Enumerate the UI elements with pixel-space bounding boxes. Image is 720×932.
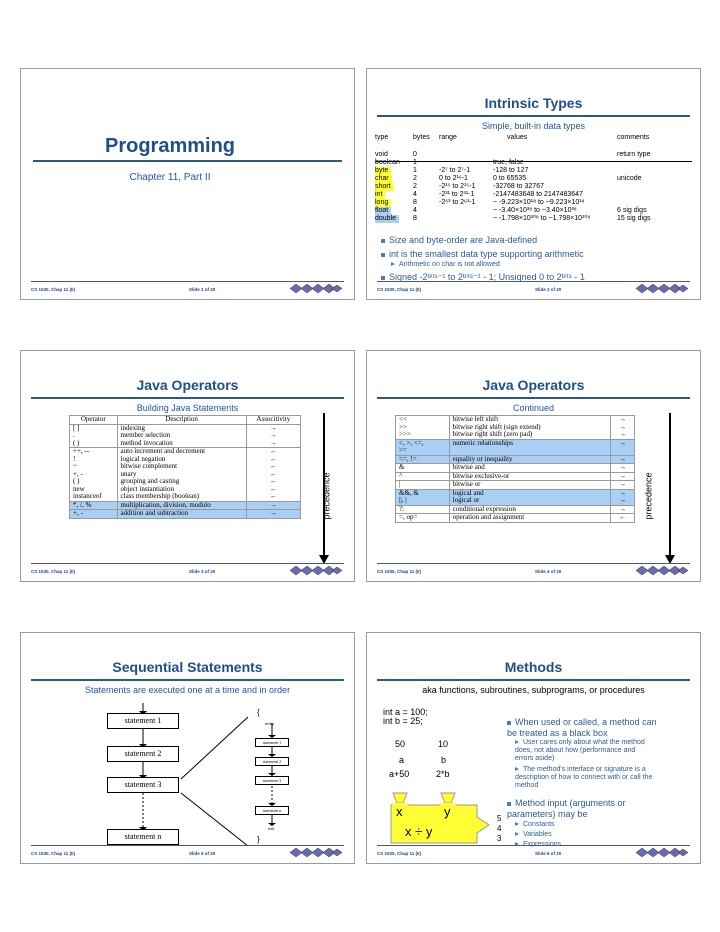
slide-title: Java Operators <box>482 377 585 393</box>
footer-course: CS 1030, Chap 11 (II) <box>31 287 76 292</box>
statement-box: statement 1 <box>107 713 179 729</box>
associativity-arrow: ← <box>269 447 277 455</box>
value-label: 10 <box>438 739 449 749</box>
slide-subtitle: Chapter 11, Part II <box>129 172 211 183</box>
precedence-label: precedence <box>643 472 654 520</box>
slide-footer <box>31 281 344 295</box>
operator-symbol: =, op= <box>399 513 418 521</box>
nav-dots-icon <box>634 847 690 858</box>
operator-symbol: << <box>399 415 407 423</box>
types-cell-type: short <box>375 183 394 191</box>
operator-description: auto increment and decrement <box>120 447 206 455</box>
types-cell-bytes: 4 <box>413 191 417 198</box>
operator-description: numeric relationships <box>452 438 514 447</box>
slide-footer <box>377 281 690 295</box>
table-row <box>396 514 635 523</box>
statement-box: statement n <box>107 829 179 845</box>
operator-description: logical negation <box>120 454 166 463</box>
operator-description <box>453 447 607 455</box>
operator-description: equality or inequality <box>452 454 513 463</box>
operator-description: bitwise right shift (zero pad) <box>452 430 533 438</box>
operator-symbol: ( ) <box>73 438 80 447</box>
slide-subtitle: aka functions, subroutines, subprograms, or procedures <box>422 685 645 695</box>
output-label: 3 <box>497 834 502 843</box>
expressions-bullet: Expressions <box>515 841 561 848</box>
associativity-arrow: → <box>269 423 277 432</box>
types-cell-range: -2³¹ to 2³¹-1 <box>439 191 475 198</box>
types-cell-values: ~ -9.223×10¹⁸ to ~9.223×10¹⁸ <box>493 199 585 206</box>
types-column-header: bytes <box>413 134 430 141</box>
operator-description: unary <box>120 469 137 478</box>
slide-footer <box>377 845 690 859</box>
param-x: x <box>396 804 403 819</box>
slide-footer <box>377 563 690 577</box>
types-cell-range: -2¹⁵ to 2¹⁵-1 <box>439 183 476 190</box>
title-rule <box>31 397 344 399</box>
operator-description: logical and <box>452 488 484 497</box>
operator-symbol: ==, != <box>399 454 417 463</box>
types-cell-values: ~ -3.40×10³⁸ to ~3.40×10³⁸ <box>493 207 577 214</box>
footer-slide-number: Slide 4 of 20 <box>535 569 562 574</box>
slide-title: Methods <box>504 659 563 675</box>
slide-2 <box>366 68 701 300</box>
value-label: 50 <box>395 739 406 749</box>
slide-subtitle: Simple, built-in data types <box>481 121 586 131</box>
types-cell-type: float <box>375 207 391 215</box>
operator-symbol: +, - <box>73 509 83 517</box>
value-label: a+50 <box>389 769 410 779</box>
title-rule <box>377 679 690 681</box>
small-statement: statement 1 <box>255 738 289 747</box>
types-cell-comments: unicode <box>617 175 642 182</box>
associativity-arrow: ← <box>269 477 277 485</box>
title-rule <box>31 679 344 681</box>
associativity-arrow: → <box>619 454 627 463</box>
entry-label: entry <box>265 721 274 726</box>
statement-box: statement 2 <box>107 746 179 762</box>
table-row <box>396 455 635 464</box>
slide-subtitle: Continued <box>512 403 555 413</box>
nav-dots-icon <box>634 283 690 294</box>
operator-symbol: &&, & <box>399 488 419 497</box>
operator-symbol: >>> <box>399 430 411 438</box>
associativity-arrow: → <box>619 504 627 513</box>
black-box-bullet: When used or called, a method can be treated as a black box <box>507 717 657 738</box>
associativity-arrow: → <box>619 438 627 447</box>
slide-6 <box>366 632 701 864</box>
types-cell-range: -2⁶³ to 2⁶³-1 <box>439 199 476 206</box>
code-line: int a = 100; <box>383 707 428 717</box>
types-cell-comments: 6 sig digs <box>617 207 647 214</box>
precedence-arrow <box>669 413 671 559</box>
footer-course: CS 1030, Chap 11 (II) <box>31 851 76 856</box>
operator-symbol: & <box>399 463 405 471</box>
operator-description: logical or <box>452 496 480 504</box>
table-row <box>396 489 635 505</box>
operator-description: bitwise left shift <box>452 415 499 423</box>
types-cell-values: -128 to 127 <box>493 167 529 174</box>
nav-dots-icon <box>288 847 344 858</box>
types-cell-bytes: 4 <box>413 207 417 214</box>
types-cell-type: double <box>375 215 399 223</box>
operator-description: addition and subtraction <box>120 509 189 517</box>
associativity-arrow: → <box>619 471 627 480</box>
slide-subtitle: Statements are executed one at a time and in order <box>84 685 291 695</box>
operator-symbol: ! <box>73 454 76 463</box>
operator-symbol: >= <box>399 446 407 454</box>
associativity-arrow: → <box>619 415 627 423</box>
flow-diagram <box>21 701 355 846</box>
operator-symbol: <, >, <=, <box>399 438 424 447</box>
bullet-int: int is the smallest data type supporting arithmetic <box>381 249 584 259</box>
types-cell-values: true, false <box>493 159 524 166</box>
small-statement: statement 2 <box>255 757 289 766</box>
associativity-arrow: ← <box>269 469 277 478</box>
types-cell-values: ~ -1.798×10³⁰⁸ to ~1.798×10³⁰⁸ <box>493 215 591 222</box>
types-cell-values: -2147483648 to 2147483647 <box>493 191 583 198</box>
table-row <box>396 464 635 473</box>
table-row <box>70 448 301 502</box>
operators-table <box>69 415 301 519</box>
operator-symbol: ||, | <box>399 496 407 504</box>
value-label: b <box>441 755 447 765</box>
footer-course: CS 1030, Chap 11 (II) <box>377 851 422 856</box>
operator-description: object instantiation <box>120 484 174 493</box>
types-cell-values: -32768 to 32767 <box>493 183 544 190</box>
column-header: Description <box>117 416 246 425</box>
types-column-header: values <box>507 134 528 141</box>
associativity-arrow: → <box>619 488 627 497</box>
operator-description: member selection <box>120 431 171 439</box>
column-header: Operator <box>70 416 118 425</box>
types-cell-comments: 15 sig digs <box>617 215 651 222</box>
output-label: 5 <box>497 814 502 823</box>
operator-symbol: ^ <box>399 471 403 480</box>
constants-bullet: Constants <box>515 821 555 828</box>
types-cell-bytes: 1 <box>413 159 417 166</box>
title-rule <box>377 115 690 117</box>
operator-description: conditional expression <box>452 504 516 513</box>
slide-footer <box>31 563 344 577</box>
types-cell-range: -2⁷ to 2⁷-1 <box>439 167 471 174</box>
operator-symbol: ?: <box>399 504 405 513</box>
footer-course: CS 1030, Chap 11 (II) <box>31 569 76 574</box>
operator-symbol: | <box>399 480 401 488</box>
operator-symbol: >> <box>399 422 407 431</box>
value-label: 2*b <box>436 769 450 779</box>
footer-slide-number: Slide 5 of 20 <box>189 851 216 856</box>
associativity-arrow: ← <box>269 462 277 470</box>
table-row <box>396 472 635 481</box>
output-label: 4 <box>497 824 502 833</box>
operator-symbol: new <box>73 484 85 493</box>
table-row <box>70 510 301 519</box>
slide-5 <box>20 632 355 864</box>
operator-description: grouping and casting <box>120 477 180 485</box>
associativity-arrow: ← <box>269 454 277 463</box>
types-cell-bytes: 0 <box>413 151 417 158</box>
types-cell-type: int <box>375 191 385 199</box>
operator-symbol: ( ) <box>73 477 80 485</box>
associativity-arrow: → <box>619 430 627 438</box>
types-column-header: range <box>439 134 457 141</box>
exit-label: exit <box>268 826 275 831</box>
operator-description: bitwise complement <box>120 462 178 470</box>
footer-course: CS 1030, Chap 11 (II) <box>377 569 422 574</box>
types-cell-type: byte <box>375 167 391 175</box>
associativity-arrow: ← <box>269 484 277 493</box>
operator-symbol: . <box>73 431 75 439</box>
operator-description: class membership (boolean) <box>120 492 200 500</box>
operator-description: bitwise right shift (sign extend) <box>452 422 541 431</box>
types-cell-bytes: 2 <box>413 183 417 190</box>
table-row <box>396 416 635 440</box>
variables-bullet: Variables <box>515 831 552 838</box>
bullet-char: Arithmetic on char is not allowed <box>391 261 500 268</box>
value-label: a <box>399 755 405 765</box>
associativity-arrow: → <box>269 509 277 517</box>
operator-symbol: instanceof <box>73 492 102 500</box>
param-y: y <box>444 804 451 819</box>
associativity-arrow: → <box>619 480 627 488</box>
slide-title: Intrinsic Types <box>484 95 583 111</box>
associativity-arrow <box>614 447 631 455</box>
brace-open: { <box>257 708 260 717</box>
operator-symbol: [ ] <box>73 423 80 432</box>
associativity-arrow: ← <box>619 513 627 521</box>
types-cell-type: void <box>375 151 388 158</box>
small-statement: statement 3 <box>255 776 289 785</box>
statement-box: statement 3 <box>107 777 179 793</box>
types-cell-type: boolean <box>375 159 400 166</box>
slide-subtitle: Building Java Statements <box>136 403 239 413</box>
operator-symbol: ++, -- <box>73 447 90 455</box>
table-row <box>70 424 301 448</box>
operator-description: operation and assignment <box>452 513 525 521</box>
types-cell-bytes: 8 <box>413 215 417 222</box>
operators-table <box>395 415 635 523</box>
black-box-icon <box>377 785 497 847</box>
operator-description: bitwise or <box>452 480 481 488</box>
types-rule <box>375 161 692 162</box>
associativity-arrow: → <box>269 500 277 509</box>
types-cell-range: 0 to 2¹⁶-1 <box>439 175 468 182</box>
slide-4 <box>366 350 701 582</box>
brace-close: } <box>257 835 260 844</box>
operator-symbol: +, - <box>73 469 83 478</box>
types-cell-values: 0 to 65535 <box>493 175 527 182</box>
types-cell-type: long <box>375 199 391 207</box>
column-header: Associtivity <box>246 416 300 425</box>
operator-description: method invocation <box>120 438 173 447</box>
nav-dots-icon <box>288 283 344 294</box>
operator-symbol: *, /, % <box>73 500 92 509</box>
method-expression: x ÷ y <box>405 824 433 839</box>
types-column-header: type <box>375 134 389 141</box>
footer-slide-number: Slide 1 of 20 <box>189 287 216 292</box>
slide-3 <box>20 350 355 582</box>
nav-dots-icon <box>288 565 344 576</box>
operator-description: bitwise and <box>452 463 485 471</box>
types-cell-bytes: 8 <box>413 199 417 206</box>
slide-footer <box>31 845 344 859</box>
associativity-arrow: ← <box>269 492 277 500</box>
associativity-arrow: → <box>619 496 627 504</box>
types-cell-bytes: 2 <box>413 175 417 182</box>
operator-symbol: ~ <box>73 462 77 470</box>
what-how-bullet: User cares only about what the method does, not about how (performance and errors aside) <box>515 739 645 762</box>
precedence-label: precedence <box>321 472 332 520</box>
footer-slide-number: Slide 2 of 20 <box>535 287 562 292</box>
types-cell-comments: return type <box>617 151 651 158</box>
footer-slide-number: Slide 3 of 20 <box>189 569 216 574</box>
nav-dots-icon <box>634 565 690 576</box>
associativity-arrow: → <box>619 463 627 471</box>
slide-title: Sequential Statements <box>112 659 263 675</box>
footer-slide-number: Slide 6 of 20 <box>535 851 562 856</box>
operator-description: bitwise exclusive-or <box>452 471 510 480</box>
footer-course: CS 1030, Chap 11 (II) <box>377 287 422 292</box>
types-cell-type: char <box>375 175 392 183</box>
slide-1 <box>20 68 355 300</box>
slide-title: Programming <box>104 135 236 157</box>
table-row <box>396 481 635 490</box>
slide-title: Java Operators <box>136 377 239 393</box>
types-cell-bytes: 1 <box>413 167 417 174</box>
associativity-arrow: → <box>619 422 627 431</box>
title-rule <box>33 160 342 162</box>
input-bullet: Method input (arguments or parameters) may be <box>507 798 626 819</box>
operator-description: multiplication, division, modulo <box>120 500 211 509</box>
small-statement: statement n <box>255 806 289 815</box>
code-line: int b = 25; <box>383 716 423 726</box>
bullet-size: Size and byte-order are Java-defined <box>381 235 537 245</box>
interface-bullet: The method's interface or signature is a description of how to connect with or call the method <box>515 766 653 789</box>
table-row <box>396 439 635 455</box>
bullet-signed: Signed -2ᵇⁱᵗˢ⁻¹ to 2ᵇⁱᵗˢ⁻¹ - 1; Unsigned 0 to 2ᵇⁱᵗˢ - 1 <box>381 272 585 283</box>
types-column-header: comments <box>617 134 650 141</box>
title-rule <box>377 397 690 399</box>
associativity-arrow: → <box>269 438 277 447</box>
associativity-arrow: → <box>269 431 277 439</box>
operator-description: indexing <box>120 423 146 432</box>
